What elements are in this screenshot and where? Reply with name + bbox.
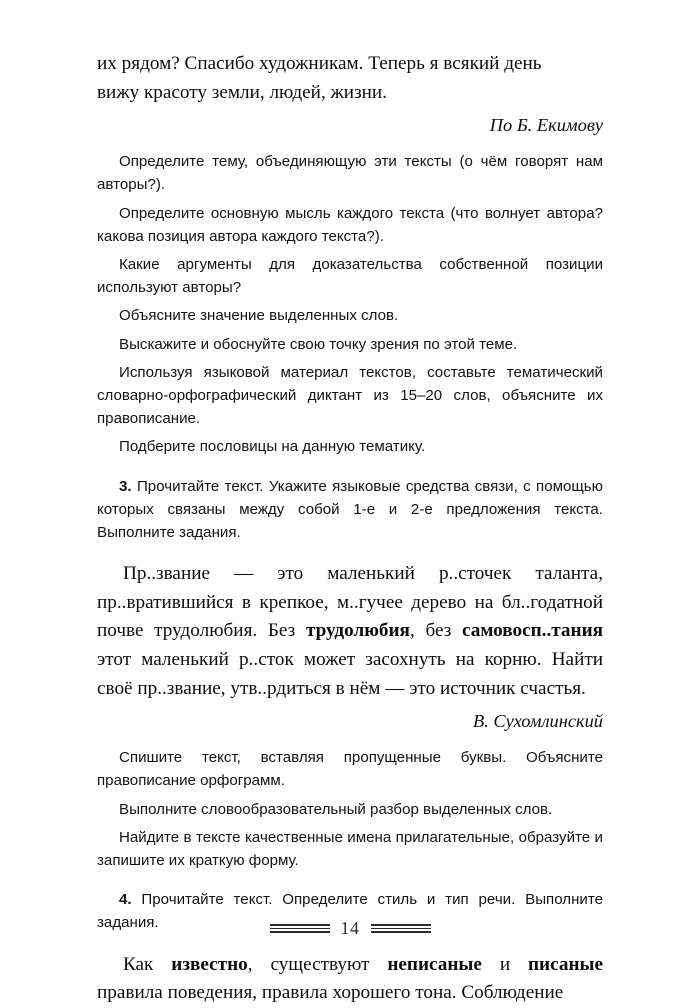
task-text: Подберите пословицы на данную тематику. bbox=[119, 438, 426, 456]
body-run: этот маленький р..сток может засохнуть на корню. Найти своё пр..звание, утв..рдиться в нём — это источник счастья. bbox=[97, 649, 603, 699]
task-text: Найдите в тексте качественные имена прилагательные, образуйте и запишите их краткую форму. bbox=[97, 828, 603, 870]
body-run: Как bbox=[123, 953, 172, 975]
exercise-3-body bbox=[97, 563, 603, 698]
task-text: Выполните словообразовательный разбор выделенных слов. bbox=[119, 800, 553, 818]
exercise-instruction-text: Прочитайте текст. Укажите языковые средства связи, с помощью которых связаны между собой 1-е и 2-е предложения текста. Выполните задания. bbox=[97, 477, 603, 542]
exercise-3-instruction bbox=[97, 475, 603, 545]
task-text: Определите тему, объединяющую эти тексты (о чём говорят нам авторы?). bbox=[97, 153, 603, 194]
exercise-4-body bbox=[97, 954, 603, 1004]
task-item bbox=[97, 361, 603, 431]
task-item bbox=[97, 826, 603, 872]
page-number: 14 bbox=[340, 918, 360, 938]
task-item bbox=[97, 304, 603, 327]
page-content bbox=[97, 50, 603, 1008]
excerpt-line-1: их рядом? Спасибо художникам. Теперь я всякий день bbox=[97, 53, 542, 74]
footer-rule-right bbox=[371, 924, 431, 933]
exercise-number: 3. bbox=[119, 477, 132, 495]
footer-rule-left bbox=[270, 924, 330, 933]
task-text: Выскажите и обоснуйте свою точку зрения по этой теме. bbox=[119, 335, 518, 353]
task-item bbox=[97, 150, 603, 196]
task-item bbox=[97, 746, 603, 792]
exercise-3-text bbox=[97, 560, 603, 703]
task-text: Используя языковой материал текстов, составьте тематический словарно-орфографический диктант из 15–20 слов, объясните их правописание. bbox=[97, 363, 603, 428]
task-item bbox=[97, 435, 603, 458]
body-run: Пр..звание — это маленький р..сточек таланта, пр..вратившийся в крепкое, м..гучее дерево на бл..годатной почве трудолюбия. Без bbox=[97, 563, 603, 642]
exercise-instruction-text: Прочитайте текст. Определите стиль и тип речи. Выполните задания. bbox=[97, 891, 603, 932]
body-run: , без bbox=[409, 620, 462, 642]
excerpt-paragraph-1 bbox=[97, 50, 603, 107]
task-item bbox=[97, 798, 603, 821]
emphasised-word: известно bbox=[171, 953, 248, 975]
body-run: и bbox=[481, 953, 528, 975]
body-run: правила поведения, правила хорошего тона. Соблюдение bbox=[97, 982, 564, 1004]
exercise-4-text bbox=[97, 951, 603, 1008]
task-item bbox=[97, 333, 603, 356]
task-item bbox=[97, 253, 603, 299]
attribution-sukhomlinsky: В. Сухомлинский bbox=[472, 711, 603, 732]
task-text: Определите основную мысль каждого текста (что волнует автора? какова позиция автора каждого текста?). bbox=[97, 204, 603, 245]
emphasised-word: трудолюбия bbox=[305, 620, 410, 642]
exercise-number: 4. bbox=[119, 891, 132, 909]
task-text: Какие аргументы для доказательства собственной позиции используют авторы? bbox=[97, 256, 603, 297]
body-run: , существуют bbox=[247, 953, 388, 975]
task-text: Спишите текст, вставляя пропущенные буквы. Объясните правописание орфограмм. bbox=[97, 749, 603, 790]
excerpt-line-2: вижу красоту земли, людей, жизни. bbox=[97, 81, 387, 103]
attribution-ekimov: По Б. Екимову bbox=[489, 115, 603, 136]
page-footer bbox=[0, 918, 700, 939]
emphasised-word: самовосп..тания bbox=[462, 620, 604, 642]
emphasised-word: писаные bbox=[527, 953, 603, 975]
emphasised-word: неписаные bbox=[387, 953, 482, 975]
task-text: Объясните значение выделенных слов. bbox=[119, 307, 399, 325]
task-item bbox=[97, 202, 603, 248]
